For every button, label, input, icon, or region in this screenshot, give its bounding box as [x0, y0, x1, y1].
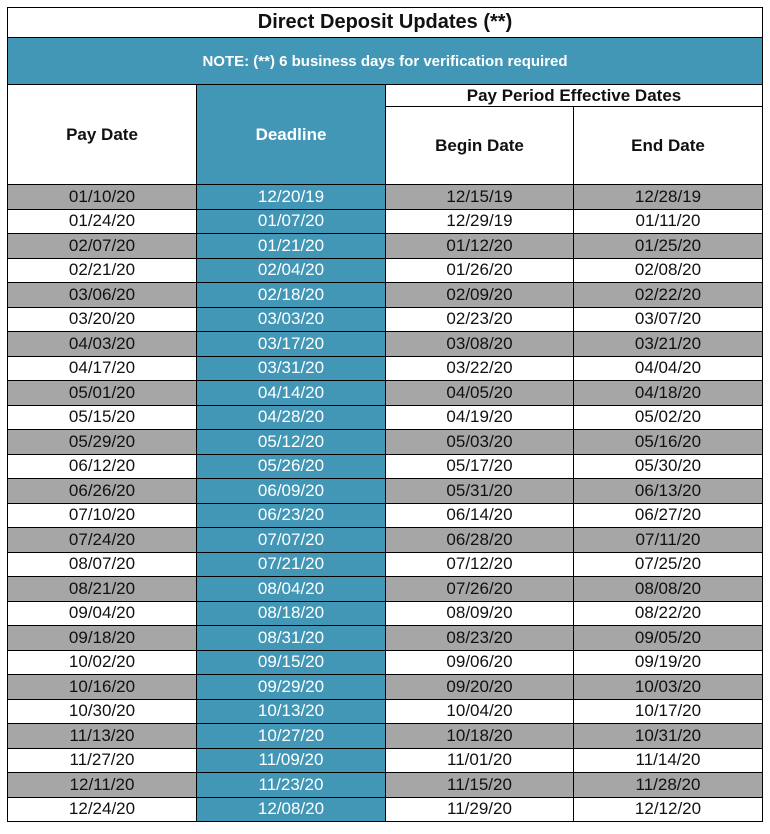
begin-date-cell: 05/17/20 [386, 454, 574, 479]
deadline-cell: 07/07/20 [197, 528, 386, 553]
begin-date-cell: 09/06/20 [386, 650, 574, 675]
direct-deposit-table [7, 7, 763, 822]
deadline-cell: 11/09/20 [197, 748, 386, 773]
table-row [8, 381, 763, 406]
begin-date-cell: 01/26/20 [386, 258, 574, 283]
deadline-cell: 02/04/20 [197, 258, 386, 283]
table-row [8, 773, 763, 798]
begin-date-cell: 03/08/20 [386, 332, 574, 357]
pay-date-cell: 11/13/20 [8, 724, 197, 749]
table-row [8, 675, 763, 700]
table-row [8, 332, 763, 357]
pay-date-cell: 08/21/20 [8, 577, 197, 602]
pay-date-cell: 02/21/20 [8, 258, 197, 283]
pay-date-cell: 09/18/20 [8, 626, 197, 651]
deadline-cell: 03/31/20 [197, 356, 386, 381]
deadline-cell: 05/26/20 [197, 454, 386, 479]
deadline-cell: 12/08/20 [197, 797, 386, 822]
pay-date-cell: 05/29/20 [8, 430, 197, 455]
begin-date-cell: 08/23/20 [386, 626, 574, 651]
deadline-cell: 04/28/20 [197, 405, 386, 430]
end-date-cell: 05/16/20 [574, 430, 763, 455]
table-row [8, 552, 763, 577]
header-deadline: Deadline [197, 85, 386, 185]
end-date-cell: 12/28/19 [574, 185, 763, 210]
table-row [8, 601, 763, 626]
end-date-cell: 08/22/20 [574, 601, 763, 626]
deadline-cell: 08/04/20 [197, 577, 386, 602]
table-row [8, 577, 763, 602]
header-pay-date: Pay Date [8, 85, 197, 185]
pay-date-cell: 03/06/20 [8, 283, 197, 308]
table-row [8, 479, 763, 504]
page-title: Direct Deposit Updates (**) [8, 8, 763, 38]
header-pay-period-group: Pay Period Effective Dates [386, 85, 763, 107]
deadline-cell: 10/27/20 [197, 724, 386, 749]
pay-date-cell: 04/03/20 [8, 332, 197, 357]
begin-date-cell: 03/22/20 [386, 356, 574, 381]
table-row [8, 626, 763, 651]
end-date-cell: 05/30/20 [574, 454, 763, 479]
deadline-cell: 07/21/20 [197, 552, 386, 577]
table-row [8, 699, 763, 724]
end-date-cell: 05/02/20 [574, 405, 763, 430]
table-row [8, 748, 763, 773]
deadline-cell: 08/31/20 [197, 626, 386, 651]
deadline-cell: 12/20/19 [197, 185, 386, 210]
pay-date-cell: 12/11/20 [8, 773, 197, 798]
end-date-cell: 04/04/20 [574, 356, 763, 381]
table-row [8, 724, 763, 749]
end-date-cell: 10/17/20 [574, 699, 763, 724]
deadline-cell: 08/18/20 [197, 601, 386, 626]
pay-date-cell: 07/24/20 [8, 528, 197, 553]
end-date-cell: 06/13/20 [574, 479, 763, 504]
header-begin-date: Begin Date [386, 107, 574, 185]
begin-date-cell: 07/12/20 [386, 552, 574, 577]
pay-date-cell: 06/26/20 [8, 479, 197, 504]
end-date-cell: 02/22/20 [574, 283, 763, 308]
pay-date-cell: 11/27/20 [8, 748, 197, 773]
pay-date-cell: 04/17/20 [8, 356, 197, 381]
pay-date-cell: 01/24/20 [8, 209, 197, 234]
deadline-cell: 09/29/20 [197, 675, 386, 700]
deadline-cell: 06/09/20 [197, 479, 386, 504]
table-row [8, 797, 763, 822]
verification-note: NOTE: (**) 6 business days for verification required [8, 38, 763, 85]
deadline-cell: 05/12/20 [197, 430, 386, 455]
end-date-cell: 12/12/20 [574, 797, 763, 822]
begin-date-cell: 06/14/20 [386, 503, 574, 528]
begin-date-cell: 10/04/20 [386, 699, 574, 724]
pay-date-cell: 12/24/20 [8, 797, 197, 822]
begin-date-cell: 11/29/20 [386, 797, 574, 822]
table-row [8, 356, 763, 381]
end-date-cell: 04/18/20 [574, 381, 763, 406]
table-row [8, 528, 763, 553]
begin-date-cell: 12/15/19 [386, 185, 574, 210]
pay-date-cell: 02/07/20 [8, 234, 197, 259]
begin-date-cell: 08/09/20 [386, 601, 574, 626]
table-row [8, 185, 763, 210]
pay-date-cell: 05/15/20 [8, 405, 197, 430]
begin-date-cell: 11/15/20 [386, 773, 574, 798]
table-row [8, 283, 763, 308]
table-row [8, 430, 763, 455]
schedule-rows [8, 185, 763, 822]
table-row [8, 405, 763, 430]
deadline-cell: 09/15/20 [197, 650, 386, 675]
pay-date-cell: 08/07/20 [8, 552, 197, 577]
end-date-cell: 10/31/20 [574, 724, 763, 749]
pay-date-cell: 05/01/20 [8, 381, 197, 406]
pay-date-cell: 10/30/20 [8, 699, 197, 724]
begin-date-cell: 04/05/20 [386, 381, 574, 406]
end-date-cell: 02/08/20 [574, 258, 763, 283]
deadline-cell: 01/07/20 [197, 209, 386, 234]
pay-date-cell: 10/16/20 [8, 675, 197, 700]
pay-date-cell: 06/12/20 [8, 454, 197, 479]
deadline-cell: 10/13/20 [197, 699, 386, 724]
table-row [8, 258, 763, 283]
deadline-cell: 02/18/20 [197, 283, 386, 308]
pay-date-cell: 07/10/20 [8, 503, 197, 528]
begin-date-cell: 02/09/20 [386, 283, 574, 308]
end-date-cell: 01/11/20 [574, 209, 763, 234]
header-end-date: End Date [574, 107, 763, 185]
table-row [8, 209, 763, 234]
pay-date-cell: 10/02/20 [8, 650, 197, 675]
begin-date-cell: 10/18/20 [386, 724, 574, 749]
pay-date-cell: 09/04/20 [8, 601, 197, 626]
begin-date-cell: 11/01/20 [386, 748, 574, 773]
end-date-cell: 09/19/20 [574, 650, 763, 675]
begin-date-cell: 06/28/20 [386, 528, 574, 553]
deadline-cell: 06/23/20 [197, 503, 386, 528]
table-row [8, 650, 763, 675]
end-date-cell: 06/27/20 [574, 503, 763, 528]
deadline-cell: 04/14/20 [197, 381, 386, 406]
deadline-cell: 03/03/20 [197, 307, 386, 332]
deadline-cell: 11/23/20 [197, 773, 386, 798]
pay-date-cell: 03/20/20 [8, 307, 197, 332]
table-row [8, 503, 763, 528]
pay-date-cell: 01/10/20 [8, 185, 197, 210]
end-date-cell: 10/03/20 [574, 675, 763, 700]
end-date-cell: 07/25/20 [574, 552, 763, 577]
table-row [8, 234, 763, 259]
end-date-cell: 01/25/20 [574, 234, 763, 259]
end-date-cell: 07/11/20 [574, 528, 763, 553]
end-date-cell: 11/28/20 [574, 773, 763, 798]
end-date-cell: 03/21/20 [574, 332, 763, 357]
deadline-cell: 03/17/20 [197, 332, 386, 357]
end-date-cell: 11/14/20 [574, 748, 763, 773]
begin-date-cell: 05/31/20 [386, 479, 574, 504]
begin-date-cell: 05/03/20 [386, 430, 574, 455]
direct-deposit-sheet [7, 7, 762, 822]
table-row [8, 307, 763, 332]
end-date-cell: 08/08/20 [574, 577, 763, 602]
begin-date-cell: 09/20/20 [386, 675, 574, 700]
begin-date-cell: 04/19/20 [386, 405, 574, 430]
begin-date-cell: 01/12/20 [386, 234, 574, 259]
begin-date-cell: 12/29/19 [386, 209, 574, 234]
begin-date-cell: 07/26/20 [386, 577, 574, 602]
end-date-cell: 03/07/20 [574, 307, 763, 332]
end-date-cell: 09/05/20 [574, 626, 763, 651]
begin-date-cell: 02/23/20 [386, 307, 574, 332]
deadline-cell: 01/21/20 [197, 234, 386, 259]
table-row [8, 454, 763, 479]
